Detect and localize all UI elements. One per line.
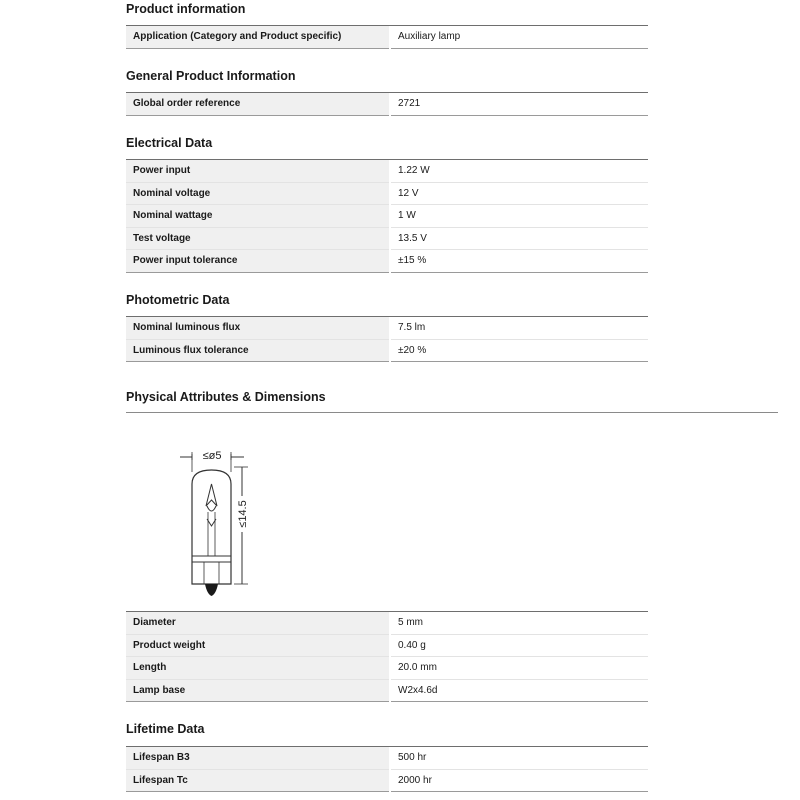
lifetime-data-table [126,747,648,792]
row-value: 500 hr [390,747,648,769]
row-label: Power input tolerance [126,250,390,273]
section-title-photometric-data: Photometric Data [126,293,230,307]
row-label: Length [126,657,390,680]
row-label: Application (Category and Product specific) [126,26,390,48]
row-value: W2x4.6d [390,679,648,702]
row-value: Auxiliary lamp [390,26,648,48]
row-value: 12 V [390,182,648,205]
section-title-lifetime-data: Lifetime Data [126,722,205,736]
row-label: Lifespan Tc [126,769,390,792]
table-row [126,250,648,273]
product-information-table [126,26,648,49]
row-value: 1.22 W [390,160,648,182]
section-divider [126,412,778,413]
row-value: 2000 hr [390,769,648,792]
lamp-dimension-drawing [176,444,266,604]
row-value: 1 W [390,205,648,228]
row-value: ±20 % [390,339,648,362]
table-row [126,657,648,680]
row-label: Product weight [126,634,390,657]
table-row [126,227,648,250]
length-label: ≤14.5 [237,500,249,528]
row-value: 2721 [390,93,648,115]
table-row [126,747,648,769]
row-value: 5 mm [390,612,648,634]
table-row [126,612,648,634]
table-row [126,26,648,48]
bulb-tip [205,584,218,596]
section-title-physical-attributes: Physical Attributes & Dimensions [126,390,326,404]
row-label: Nominal voltage [126,182,390,205]
row-label: Lifespan B3 [126,747,390,769]
table-row [126,339,648,362]
row-label: Nominal luminous flux [126,317,390,339]
filament [206,484,217,506]
table-row [126,182,648,205]
row-label: Luminous flux tolerance [126,339,390,362]
row-value: ±15 % [390,250,648,273]
table-row [126,769,648,792]
table-row [126,205,648,228]
row-label: Lamp base [126,679,390,702]
table-row [126,160,648,182]
bulb-envelope [192,470,231,584]
row-value: 13.5 V [390,227,648,250]
table-row [126,634,648,657]
diameter-label: ≤ø5 [202,450,222,462]
table-row [126,93,648,115]
general-product-information-table [126,93,648,116]
physical-attributes-table [126,612,648,702]
row-label: Global order reference [126,93,390,115]
row-label: Nominal wattage [126,205,390,228]
row-label: Diameter [126,612,390,634]
section-title-general-product-information: General Product Information [126,69,296,83]
table-row [126,317,648,339]
row-value: 0.40 g [390,634,648,657]
row-label: Power input [126,160,390,182]
table-row [126,679,648,702]
photometric-data-table [126,317,648,362]
filament [207,506,216,511]
section-title-electrical-data: Electrical Data [126,136,213,150]
row-label: Test voltage [126,227,390,250]
row-value: 7.5 lm [390,317,648,339]
row-value: 20.0 mm [390,657,648,680]
section-title-product-information: Product information [126,2,246,16]
electrical-data-table [126,160,648,273]
